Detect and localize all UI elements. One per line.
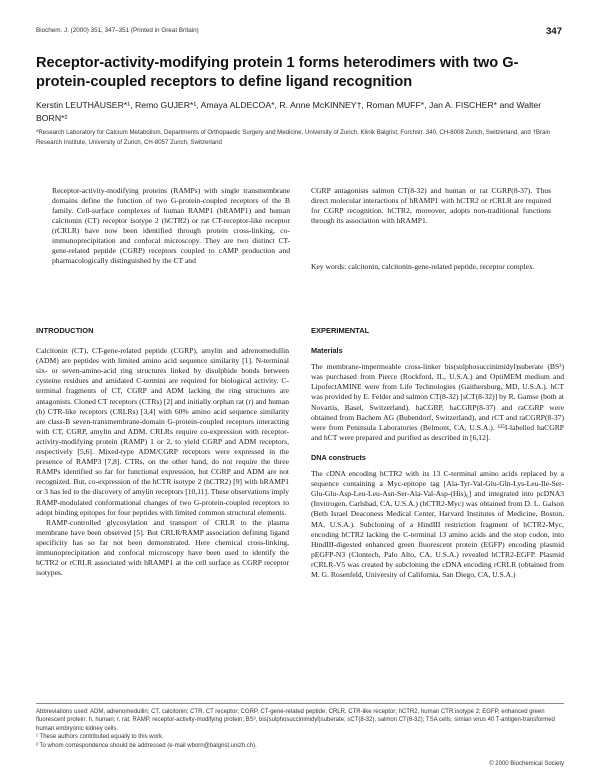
copyright-notice: © 2000 Biochemical Society	[489, 761, 564, 767]
running-header	[36, 26, 562, 37]
left-column	[36, 324, 289, 578]
footnote-1: ¹ These authors contributed equally to this work.	[36, 734, 164, 741]
materials-heading: Materials	[311, 346, 343, 356]
abbreviations-footnote: Abbreviations used: ADM, adrenomedullin; CT, calcitonin; CTR, CT receptor; CGRP, CT-gene-related peptide; CRLR, CTR-like receptor; hCTR2, human CTR isotype 2; EGFP, enhanced green fluorescent protein; h, human; r, rat; RAMP, receptor-activity-modifying protein; BS³, bis(sulphosuccinimidyl)suberate; sCT(8-32), salmon CT(8-32); TSA cells, simian virus 40 T-antigen-transformed human embryonic kidney cells.	[36, 709, 555, 732]
experimental-heading: EXPERIMENTAL	[311, 326, 370, 335]
footnotes	[36, 708, 564, 750]
keywords: Key words: calcitonin, calcitonin-gene-related peptide, receptor complex.	[311, 262, 535, 271]
introduction-paragraph-2: RAMP-controlled glycosylation and transport of CRLR to the plasma membrane have been observed [5]. But CRLR/RAMP association defining ligand specificity has so far not been demonstrated. Here chemical cross-linking, immunoprecipitation and confocal microscopy have been used to identify the hCTR2 or rCRLR associated with hRAMP1 at the cell surface as CGRP receptor isotypes.	[36, 517, 289, 578]
journal-citation: Biochem. J. (2000) 351, 347–351 (Printed in Great Britain)	[36, 27, 199, 34]
materials-paragraph: The membrane-impermeable cross-linker bis(sulphosuccinimidyl)suberate (BS³) was purchased from Pierce (Rockford, IL, U.S.A.) and OptiMEM medium and LipofectAMINE were from Life Technologies (Gaithersburg, MD, U.S.A.). hCT was provided by E. Felder and salmon CT(8-32) [sCT(8-32)] by R. Gamse (both at Novartis, Basel, Switzerland). haCGRP, haCGRP(8-37) and raCGRP were obtained from Bachem AG (Bubendorf, Switzerland), and rCT and raCGRP(8-37) were from Peninsula Laboratories (Belmont, CA, U.S.A.). ¹²⁵I-labelled haCGRP and hCT were prepared and purified as described in [6,12].	[311, 362, 564, 442]
introduction-heading: INTRODUCTION	[36, 326, 94, 335]
dna-constructs-heading: DNA constructs	[311, 452, 366, 462]
article-title: Receptor-activity-modifying protein 1 forms heterodimers with two G-protein-coupled receptors to define ligand recognition	[36, 55, 519, 90]
author-list: Kerstin LEUTHÄUSER*¹, Remo GUJER*¹, Amaya ALDECOA*, R. Anne McKINNEY†, Roman MUFF*, Jan A. FISCHER* and Walter BORN*²	[36, 100, 542, 123]
right-column	[311, 324, 564, 580]
footnote-rule	[36, 703, 564, 704]
affiliations: *Research Laboratory for Calcium Metabolism, Departments of Orthopaedic Surgery and Medicine, University of Zurich, Klinik Balgrist, Forchstr. 340, CH-8008 Zurich, Switzerland, and †Brain Research Institute, University of Zurich, CH-8057 Zurich, Switzerland	[36, 129, 551, 146]
dna-constructs-paragraph: The cDNA encoding hCTR2 with its 13 C-terminal amino acids replaced by a sequence containing a Myc-epitope tag [Ala-Tyr-Val-Glu-Gln-Lys-Leu-Ile-Ser-Glu-Glu-Asp-Leu-Leu-Asn-Ser-Ala-Val-Asp-(His)₆] and integrated into pcDNA3 (Invitrogen, Carlsbad, CA, U.S.A.) (hCTR2-Myc) was obtained from D. L. Galson (Beth Israel Deaconess Medical Center, Harvard Institutes of Medicine, Boston, MA, U.S.A.). Subcloning of a HindIII restriction fragment of hCTR2-Myc, encoding hCTR2 lacking the C-terminal 13 amino acids and the stop codon, into HindIII-digested enhanced green fluorescent protein (EGFP) encoding plasmid pEGFP-N3 (Clontech, Palo Alto, CA, U.S.A.) revealed hCTR2-EGFP. Plasmid rCRLR-V5 was created by subcloning the cDNA encoding rCRLR (obtained from M. G. Rosenfeld, University of California, San Diego, CA, U.S.A.)	[311, 469, 564, 579]
footnote-2: ² To whom correspondence should be addressed (e-mail wborn@balgrist.unizh.ch).	[36, 742, 257, 749]
abstract-left: Receptor-activity-modifying proteins (RAMPs) with single transmembrane domains define the function of two G-protein-coupled receptors of the B family. Cell-surface complexes of human RAMP1 (hRAMP1) and human calcitonin (CT) receptor isotype 2 (hCTR2) or rat CT-receptor-like receptor (rCRLR) have now been identified through protein cross-linking, co-immunoprecipitation and confocal microscopy. They are two distinct CT-gene-related peptide (CGRP) receptors coupled to cAMP production and pharmacologically distinguished by the CT and	[52, 186, 290, 265]
page-number: 347	[546, 26, 562, 37]
abstract-right: CGRP antagonists salmon CT(8-32) and human or rat CGRP(8-37). Thus direct molecular interactions of hRAMP1 with hCTR2 or rCRLR are required for CGRP recognition. hCTR2, moreover, adopts non-traditional functions through its association with hRAMP1.	[311, 186, 551, 225]
introduction-paragraph-1: Calcitonin (CT), CT-gene-related peptide (CGRP), amylin and adrenomedullin (ADM) are peptides with limited amino acid sequence similarity [1]. N-terminal six- or seven-amino-acid ring structures linked by disulphide bonds between cysteine residues and amidated C-termini are required for biological activity. C-terminal fragments of CT, CGRP and ADM lacking the ring structures are antagonists. Cloned CT receptors (CTRs) [2] and initially orphan rat (r) and human (h) CTR-like receptors (CRLRs) [3,4] with 60% amino acid sequence similarity are class-B seven-transmembrane-domain G-protein-coupled receptors interacting with CT, CGRP, amylin and ADM. CRLRs require co-expression with receptor-activity-modifying protein (RAMP) 1 or 2, to yield CGRP and ADM receptors, respectively [5,6]. Mixed-type ADM/CGRP receptors were expressed in the presence of RAMP3 [7,8]. CTRs, on the other hand, do not require the three RAMPs identified so far for functional expression, but CGRP and ADM are not recognized. But, co-expression of the hCTR isotype 2 (hCTR2) [9] with hRAMP1 or 3 has led to the discovery of amylin receptors [10,11]. These observations imply RAMP-modulated conformational changes of two G-protein-coupled receptors to adopt binding epitopes for four peptides with limited common structural elements.	[36, 346, 289, 517]
